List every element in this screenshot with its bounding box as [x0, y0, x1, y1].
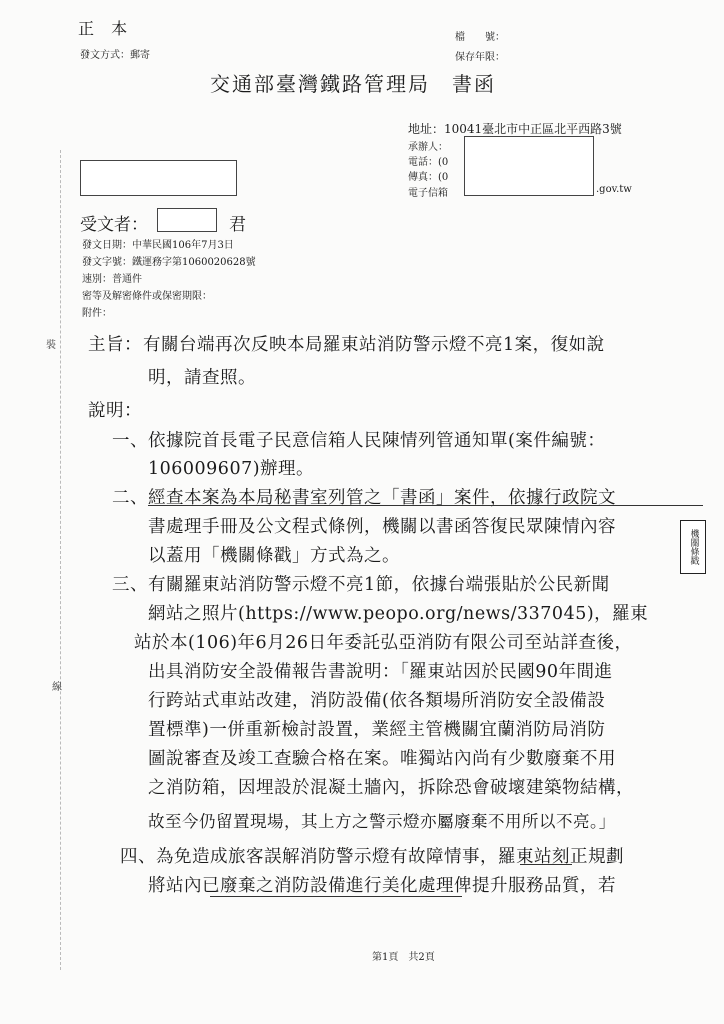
redacted-contact-box [464, 136, 594, 196]
document-title: 交通部臺灣鐵路管理局 書函 [210, 72, 496, 96]
recipient-suffix: 君 [229, 215, 246, 235]
send-method: 發文方式：郵寄 [80, 50, 150, 61]
official-stamp [680, 520, 706, 574]
item1-line-1: 一、依據院首長電子民意信箱人民陳情列管通知單(案件編號： [112, 431, 606, 451]
binding-line [60, 150, 61, 970]
attachment: 附件： [82, 308, 112, 319]
item3-line-4: 出具消防安全設備報告書說明：「羅東站因於民國90年間進 [148, 662, 613, 682]
underline-station [520, 864, 572, 865]
fax-label: 傳真：(0 [408, 172, 449, 183]
item4-line-1: 四、為免造成旅客誤解消防警示燈有故障情事，羅東站刻正規劃 [120, 847, 624, 867]
item2-line-3: 以蓋用「機關條戳」方式為之。 [148, 546, 400, 566]
handler-label: 承辦人： [408, 142, 448, 153]
binding-mark-top: 裝 [46, 340, 56, 351]
address: 地址：10041臺北市中正區北平西路3號 [408, 122, 622, 136]
email-label: 電子信箱 [408, 188, 448, 199]
underline-facility [210, 896, 462, 897]
phone-label: 電話：(0 [408, 157, 449, 168]
subject-line-1: 有關台端再次反映本局羅東站消防警示燈不亮1案，復如說 [143, 335, 605, 355]
item3-line-2: 網站之照片(https://www.peopo.org/news/337045)，羅東 [148, 604, 649, 624]
binding-mark-bottom: 線 [52, 682, 62, 693]
copy-type: 正 本 [78, 19, 134, 38]
item3-line-8: 之消防箱，因埋設於混凝土牆內，拆除恐會破壞建築物結構， [148, 778, 634, 798]
recipient-label: 受文者： [80, 215, 148, 235]
stamp-text: 機關條戳 [688, 529, 699, 565]
issue-date: 發文日期：中華民國106年7月3日 [82, 240, 234, 251]
item3-line-9: 故至今仍留置現場，其上方之警示燈亦屬廢棄不用所以不亮。」 [148, 812, 616, 831]
security-level: 密等及解密條件或保密期限： [82, 291, 212, 302]
item3-line-5: 行跨站式車站改建，消防設備(依各類場所消防安全設備設 [148, 691, 606, 711]
speed: 速別：普通件 [82, 274, 142, 285]
email-suffix: .gov.tw [596, 184, 632, 195]
doc-number: 發文字號：鐵運務字第1060020628號 [82, 257, 256, 268]
page-number: 第1頁 共2頁 [372, 952, 435, 963]
subject-line-2: 明，請查照。 [148, 368, 256, 388]
underline-item2 [148, 505, 703, 506]
redacted-recipient-box [157, 208, 217, 232]
item4-line-2: 將站內已廢棄之消防設備進行美化處理俾提升服務品質，若 [148, 876, 616, 896]
subject-label: 主旨： [88, 335, 142, 355]
item2-line-2: 書處理手冊及公文程式條例，機關以書函答復民眾陳情內容 [148, 517, 616, 537]
item3-line-1: 三、有關羅東站消防警示燈不亮1節，依據台端張貼於公民新聞 [112, 575, 610, 595]
item3-line-3: 站於本(106)年6月26日年委託弘亞消防有限公司至站詳查後， [134, 633, 633, 653]
item3-line-7: 圖說審查及竣工查驗合格在案。唯獨站內尚有少數廢棄不用 [148, 749, 616, 769]
item3-line-6: 置標準)一併重新檢討設置，業經主管機關宜蘭消防局消防 [148, 720, 606, 740]
redacted-address-box [80, 160, 237, 196]
explanation-label: 說明： [88, 401, 142, 421]
retention-label: 保存年限： [455, 52, 505, 63]
item1-line-2: 106009607)辦理。 [148, 459, 315, 479]
file-number-label: 檔 號： [455, 32, 505, 43]
item2-line-1: 二、經查本案為本局秘書室列管之「書函」案件，依據行政院文 [112, 488, 616, 508]
